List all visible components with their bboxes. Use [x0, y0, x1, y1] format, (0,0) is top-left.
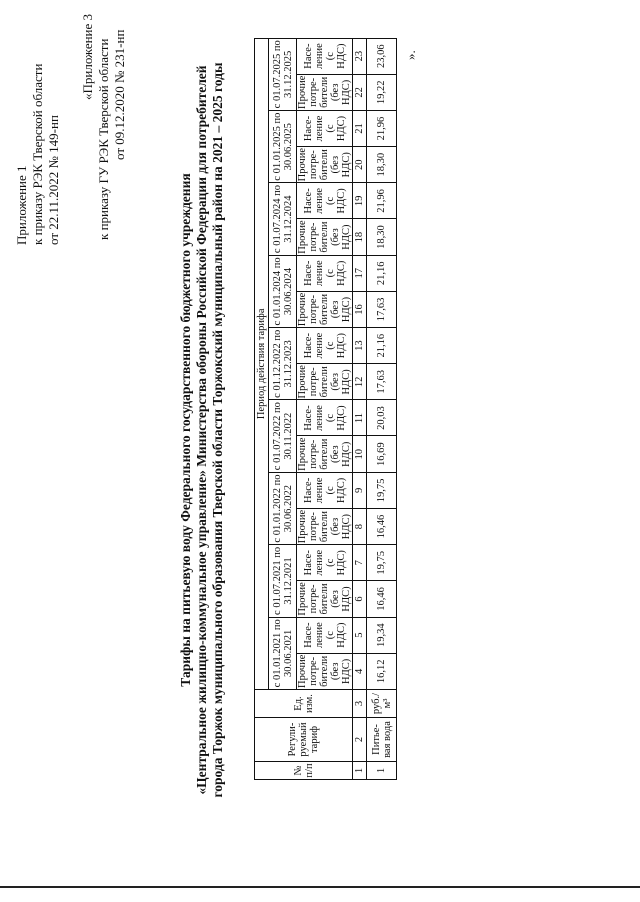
sub-population: Насе-ление (с НДС)	[297, 472, 353, 508]
appendix3-line1: «Приложение 3	[80, 13, 95, 100]
col-number: 12	[353, 364, 367, 400]
sub-other: Прочие потре-бители (без НДС)	[297, 582, 352, 616]
tariff-value: 18,30	[367, 147, 397, 183]
col-number: 11	[353, 400, 367, 436]
col-number: 19	[353, 183, 367, 219]
col-unit-header: Ед. изм.	[255, 690, 353, 718]
period-2022-dec-2023: с 01.12.2022 по 31.12.2023	[269, 328, 297, 400]
tariff-value: 21,16	[367, 255, 397, 291]
row-unit: руб./м³	[367, 690, 397, 718]
col-number: 4	[353, 653, 367, 689]
col-number: 16	[353, 291, 367, 327]
tariff-value: 19,34	[367, 617, 397, 653]
tariff-value: 23,06	[367, 38, 397, 74]
period-2024-h2: с 01.07.2024 по 31.12.2024	[269, 183, 297, 255]
tariff-value: 17,63	[367, 291, 397, 327]
sub-population: Насе-ление (с НДС)	[297, 545, 353, 581]
period-2025-h2: с 01.07.2025 по 31.12.2025	[269, 38, 297, 110]
period-2021-h1: с 01.01.2021 по 30.06.2021	[269, 617, 297, 689]
appendix3-line3: от 09.12.2020 № 231-нп	[112, 29, 127, 160]
col-number: 23	[353, 38, 367, 74]
col-number: 1	[353, 762, 367, 780]
column-number-row	[353, 38, 367, 779]
tariff-value: 19,75	[367, 545, 397, 581]
sub-other: Прочие потре-бители (без НДС)	[297, 654, 352, 688]
sub-population: Насе-ление (с НДС)	[297, 111, 353, 147]
sub-population: Насе-ление (с НДС)	[297, 617, 353, 653]
sub-population: Насе-ление (с НДС)	[297, 38, 353, 74]
sub-other: Прочие потре-бители (без НДС)	[297, 220, 352, 254]
col-number: 3	[353, 690, 367, 718]
title-line3: города Торжок муниципального образования Тверской области Торжокский муниципальный район на 2021 – 2025 годы	[210, 62, 225, 798]
closing-quote: ».	[403, 50, 418, 60]
period-header: Период действия тарифа	[255, 38, 269, 689]
rotated-document-page	[8, 0, 628, 860]
col-tariff-header: Регули-руемый тариф	[255, 718, 353, 762]
title-line2: «Центральное жилищно-коммунальное управление» Министерства обороны Российской Федерации для потребителей	[194, 65, 209, 795]
appendix1-line1: Приложение 1	[14, 165, 29, 245]
col-number: 21	[353, 111, 367, 147]
sub-other: Прочие потре-бители (без НДС)	[297, 509, 352, 544]
tariff-value: 17,63	[367, 364, 397, 400]
appendix1-line2: к приказу РЭК Тверской области	[30, 63, 45, 245]
sub-population: Насе-ление (с НДС)	[297, 183, 353, 219]
tariff-value: 16,69	[367, 436, 397, 472]
table-row	[367, 38, 397, 779]
sub-other: Прочие потре-бители (без НДС)	[297, 292, 352, 327]
appendix1-line3: от 22.11.2022 № 149-нп	[46, 115, 61, 245]
sub-population: Насе-ление (с НДС)	[297, 400, 353, 436]
sub-other: Прочие потре-бители (без НДС)	[297, 75, 352, 109]
period-2024-h1: с 01.01.2024 по 30.06.2024	[269, 255, 297, 327]
bottom-rule	[0, 886, 640, 888]
row-tariff-name: Питье-вая вода	[367, 718, 397, 762]
col-number: 6	[353, 581, 367, 617]
sub-other: Прочие потре-бители (без НДС)	[297, 437, 352, 471]
col-number: 10	[353, 436, 367, 472]
col-number: 7	[353, 545, 367, 581]
col-number: 2	[353, 718, 367, 762]
tariff-value: 18,30	[367, 219, 397, 255]
sub-population: Насе-ление (с НДС)	[297, 328, 353, 364]
tariff-value: 19,75	[367, 472, 397, 508]
period-2025-h1: с 01.01.2025 по 30.06.2025	[269, 111, 297, 183]
period-2022-jul-nov: с 01.07.2022 по 30.11.2022	[269, 400, 297, 472]
col-number: 18	[353, 219, 367, 255]
tariff-table	[254, 38, 397, 780]
col-number: 5	[353, 617, 367, 653]
appendix3-line2: к приказу ГУ РЭК Тверской области	[96, 38, 111, 240]
tariff-value: 16,12	[367, 653, 397, 689]
row-number: 1	[367, 762, 397, 780]
col-number: 22	[353, 74, 367, 110]
col-number: 8	[353, 508, 367, 544]
tariff-value: 16,46	[367, 508, 397, 544]
period-2021-h2: с 01.07.2021 по 31.12.2021	[269, 545, 297, 617]
col-number: 13	[353, 328, 367, 364]
tariff-value: 20,03	[367, 400, 397, 436]
tariff-value: 21,16	[367, 328, 397, 364]
sub-population: Насе-ление (с НДС)	[297, 255, 353, 291]
sub-other: Прочие потре-бители (без НДС)	[297, 148, 352, 182]
col-number: 20	[353, 147, 367, 183]
tariff-value: 19,22	[367, 74, 397, 110]
sub-other: Прочие потре-бители (без НДС)	[297, 365, 352, 399]
title-line1: Тарифы на питьевую воду Федерального государственного бюджетного учреждения	[178, 173, 193, 687]
col-number: 9	[353, 472, 367, 508]
col-number: 17	[353, 255, 367, 291]
col-no-header: № п/п	[255, 762, 353, 780]
tariff-value: 21,96	[367, 111, 397, 147]
period-2022-h1: с 01.01.2022 по 30.06.2022	[269, 472, 297, 544]
tariff-value: 16,46	[367, 581, 397, 617]
tariff-value: 21,96	[367, 183, 397, 219]
